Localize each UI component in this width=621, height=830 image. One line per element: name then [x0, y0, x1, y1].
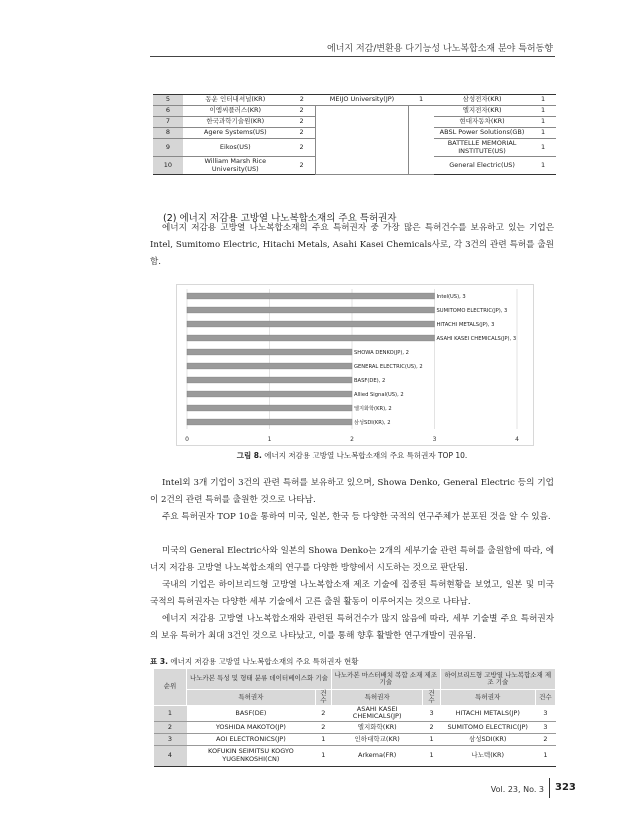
paragraph-1-text: 에너지 저감용 고방열 나노복합소재의 주요 특허권자 중 가장 많은 특허건수를 보유하고 있는 기업은 Intel, Sumitomo Electric, Hitachi Metals, Asahi Kasei Chemicals사로, 각 3건의 관련 특허를 출원함.: [150, 223, 554, 267]
holder-cell: Eikos(US): [183, 139, 288, 157]
paragraph-6: [150, 611, 554, 645]
data-label: BASF(DE), 2: [354, 378, 386, 384]
rank-cell: 7: [153, 117, 183, 128]
rank-header: 순위: [154, 669, 187, 706]
holder-cell: 나노텍(KR): [440, 745, 535, 766]
holder-cell: 삼성전자(KR): [434, 95, 530, 106]
bar: [187, 405, 352, 411]
count-cell: 2: [288, 95, 316, 106]
x-tick-label: 4: [515, 436, 519, 443]
rank-cell: 3: [154, 733, 187, 745]
count-cell: 2: [288, 139, 316, 157]
footer-rule: [549, 778, 550, 798]
table-row: [154, 745, 556, 766]
count-cell: 2: [535, 733, 555, 745]
paragraph-1: [150, 220, 554, 271]
table-row: [153, 106, 556, 117]
count-cell: 3: [535, 721, 555, 733]
patent-holders-table: [153, 668, 556, 767]
holder-cell: 인하대학교(KR): [331, 733, 423, 745]
count-cell: 1: [530, 117, 556, 128]
paragraph-3: [150, 509, 554, 526]
count-cell: 1: [315, 733, 331, 745]
rank-cell: 10: [153, 157, 183, 175]
group-header-2: 나노카본 마스터배치 복합 소재 제조 기술: [331, 669, 440, 690]
count-header: 건수: [535, 690, 555, 706]
data-label: Intel(US), 3: [436, 294, 466, 300]
count-cell: 3: [535, 705, 555, 721]
paragraph-3-text: 주요 특허권자 TOP 10을 통하여 미국, 일본, 한국 등 다양한 국적의 연구주체가 분포된 것을 알 수 있음.: [162, 512, 551, 522]
count-cell: 2: [315, 705, 331, 721]
holder-cell: 현대자동차(KR): [434, 117, 530, 128]
count-cell: 2: [315, 721, 331, 733]
holder-cell: 삼성SDI(KR): [440, 733, 535, 745]
data-label: ASAHI KASEI CHEMICALS(JP), 3: [436, 336, 517, 342]
holder-cell: BASF(DE): [187, 705, 316, 721]
data-label: HITACHI METALS(JP), 3: [436, 322, 495, 328]
running-header: 에너지 저감/변환용 다기능성 나노복합소재 분야 특허동향: [327, 44, 553, 54]
paragraph-5: [150, 577, 554, 611]
holder-cell: General Electric(US): [434, 157, 530, 175]
figure-caption: [150, 450, 554, 461]
chart-frame: [176, 284, 534, 446]
table-row: [154, 705, 556, 721]
holder-cell: 한국과학기술원(KR): [183, 117, 288, 128]
paragraph-2: [150, 475, 554, 509]
data-label: GENERAL ELECTRIC(US), 2: [354, 364, 423, 370]
data-label: SHOWA DENKO(JP), 2: [354, 350, 409, 356]
rank-cell: 8: [153, 128, 183, 139]
paragraph-4: [150, 543, 554, 577]
data-label: SUMITOMO ELECTRIC(JP), 3: [436, 308, 508, 314]
patent-holders-table-body: [154, 705, 556, 766]
count-cell: 2: [288, 128, 316, 139]
x-tick-label: 1: [267, 436, 272, 443]
holder-cell: 동운 인터내셔널(KR): [183, 95, 288, 106]
holder-cell: HITACHI METALS(JP): [440, 705, 535, 721]
holder-cell: Arkema(FR): [331, 745, 423, 766]
data-label: 삼성SDI(KR), 2: [354, 420, 391, 426]
top-table: [153, 94, 556, 175]
count-cell: 2: [288, 157, 316, 175]
count-cell: 2: [423, 721, 440, 733]
bar: [187, 419, 352, 425]
count-cell: [408, 106, 434, 175]
x-tick-label: 0: [185, 436, 189, 443]
count-cell: 2: [288, 106, 316, 117]
holder-cell: SUMITOMO ELECTRIC(JP): [440, 721, 535, 733]
bar: [187, 363, 352, 369]
section-heading: (2) 에너지 저감용 고방열 나노복합소재의 주요 특허권자: [163, 213, 397, 224]
holder-cell: AOI ELECTRONICS(JP): [187, 733, 316, 745]
bar-chart: [177, 285, 533, 445]
group-header-3: 하이브리드형 고방열 나노복합소재 제조 기술: [440, 669, 555, 690]
bar: [187, 321, 435, 327]
count-cell: 2: [288, 117, 316, 128]
x-tick-label: 3: [432, 436, 437, 443]
figure-label: 그림 8.: [236, 451, 262, 460]
count-header: 건수: [315, 690, 331, 706]
holder-cell: YOSHIDA MAKOTO(JP): [187, 721, 316, 733]
data-label: 엘지화학(KR), 2: [354, 406, 392, 412]
footer-volume: Vol. 23, No. 3: [490, 785, 544, 794]
x-tick-label: 2: [350, 436, 354, 443]
table-row: [153, 95, 556, 106]
holder-cell: 엘지화학(KR): [331, 721, 423, 733]
holder-cell: ABSL Power Solutions(GB): [434, 128, 530, 139]
rank-cell: 2: [154, 721, 187, 733]
table-label: 표 3.: [150, 657, 168, 666]
count-cell: 1: [530, 95, 556, 106]
holder-cell: [316, 106, 408, 175]
count-cell: 3: [423, 705, 440, 721]
paragraph-5-text: 국내의 기업은 하이브리드형 고방열 나노복합소재 제조 기술에 집중된 특허현황을 보였고, 일본 및 미국 국적의 특허권자는 다양한 세부 기술에서 고른 출원 활동이 이루어지는 것으로 나타남.: [150, 580, 554, 607]
count-cell: 1: [535, 745, 555, 766]
data-label: Allied Signal(US), 2: [354, 392, 404, 398]
count-cell: 1: [315, 745, 331, 766]
rank-cell: 9: [153, 139, 183, 157]
rank-cell: 5: [153, 95, 183, 106]
table-caption: [150, 656, 359, 667]
holder-header: 특허권자: [187, 690, 316, 706]
count-cell: 1: [530, 139, 556, 157]
holder-cell: MEIJO University(JP): [316, 95, 408, 106]
bar: [187, 377, 352, 383]
bar: [187, 293, 435, 299]
page-number: 323: [555, 782, 576, 793]
holder-cell: BATTELLE MEMORIAL INSTITUTE(US): [434, 139, 530, 157]
rank-cell: 4: [154, 745, 187, 766]
figure-caption-text: 에너지 저감용 고방열 나노복합소재의 주요 특허권자 TOP 10.: [264, 451, 468, 460]
paragraph-4-text: 미국의 General Electric사와 일본의 Showa Denko는 2개의 세부기술 관련 특허를 출원함에 따라, 에너지 저감용 고방열 나노복합소재의 연구를 다양한 방향에서 시도하는 것으로 판단됨.: [150, 546, 554, 573]
table-caption-text: 에너지 저감용 고방열 나노복합소재의 주요 특허권자 현황: [170, 657, 359, 666]
count-cell: 1: [423, 745, 440, 766]
header-rule: [150, 56, 555, 57]
count-cell: 1: [408, 95, 434, 106]
paragraph-6-text: 에너지 저감용 고방열 나노복합소재와 관련된 특허건수가 많지 않음에 따라, 세부 기술별 주요 특허권자의 보유 특허가 최대 3건인 것으로 나타났고, 이를 통해 향후 활발한 연구개발이 권유됨.: [150, 614, 554, 641]
rank-cell: 1: [154, 705, 187, 721]
count-header: 건수: [423, 690, 440, 706]
count-cell: 1: [530, 128, 556, 139]
holder-cell: 엘지전자(KR): [434, 106, 530, 117]
holder-cell: Agere Systems(US): [183, 128, 288, 139]
holder-cell: 이엠씨플러스(KR): [183, 106, 288, 117]
holder-cell: William Marsh Rice University(US): [183, 157, 288, 175]
bar: [187, 391, 352, 397]
holder-cell: ASAHI KASEI CHEMICALS(JP): [331, 705, 423, 721]
table-row: [154, 721, 556, 733]
count-cell: 1: [530, 106, 556, 117]
bar: [187, 307, 435, 313]
holder-header: 특허권자: [440, 690, 535, 706]
count-cell: 1: [423, 733, 440, 745]
paragraph-2-text: Intel외 3개 기업이 3건의 관련 특허를 보유하고 있으며, Showa Denko, General Electric 등의 기업이 2건의 관련 특허를 출원한 것으로 나타남.: [150, 478, 554, 505]
bar: [187, 349, 352, 355]
table-row: [154, 733, 556, 745]
count-cell: 1: [530, 157, 556, 175]
top-table-body: [153, 95, 556, 175]
rank-cell: 6: [153, 106, 183, 117]
group-header-1: 나노카본 특성 및 형태 분류 데이터베이스화 기술: [187, 669, 332, 690]
bar: [187, 335, 435, 341]
holder-cell: KOFUKIN SEIMITSU KOGYO YUGENKOSHI(CN): [187, 745, 316, 766]
holder-header: 특허권자: [331, 690, 423, 706]
